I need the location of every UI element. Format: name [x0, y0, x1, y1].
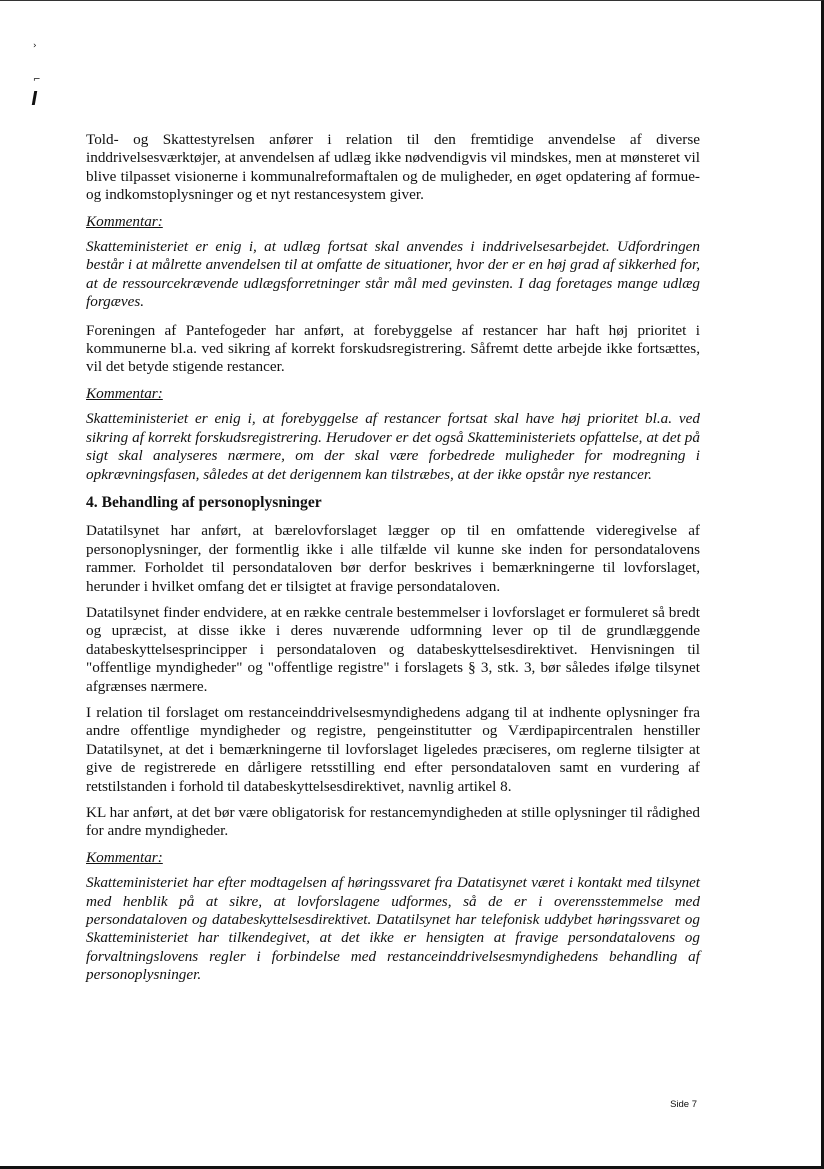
paragraph: Told- og Skattestyrelsen anfører i relation til den fremtidige anvendelse af diverse inddrivelsesværktøjer, at anvendelsen af udlæg ikke nødvendigvis vil mindskes, men at mønsteret vil blive tilpasset visionerne i kommunalreformaftalen og de muligheder, en øget opdatering af formue- og indkomstoplysninger og et nyt restancesystem giver. [86, 131, 700, 204]
comment-paragraph: Skatteministeriet er enig i, at udlæg fortsat skal anvendes i inddrivelsesarbejdet. Udfordringen består i at målrette anvendelsen til at omfatte de situationer, hvor der er en høj grad af sikkerhed for, at de ressourcekrævende udlægsforretninger står mål med gevinsten. I dag foretages mange udlæg forgæves. [86, 238, 700, 311]
paragraph: Datatilsynet finder endvidere, at en række centrale bestemmelser i lovforslaget er formuleret så bredt og upræcist, at disse ikke i deres nuværende udformning lever op til de grundlæggende databeskyttelsesprincipper i persondataloven og databeskyttelsesdirektivet. Henvisningen til "offentlige myndigheder" og "offentlige registre" i forslagets § 3, stk. 3, bør således ifølge tilsynet afgrænses nærmere. [86, 603, 700, 695]
document-body [86, 131, 700, 995]
section-heading: 4. Behandling af personoplysninger [86, 493, 322, 511]
scan-mark-middle: ⌐ [33, 75, 41, 85]
scan-mark-top: › [33, 41, 37, 51]
comment-label: Kommentar: [86, 848, 163, 866]
comment-label: Kommentar: [86, 212, 163, 230]
paragraph: I relation til forslaget om restanceinddrivelsesmyndighedens adgang til at indhente oplysninger fra andre offentlige myndigheder og registre, pengeinstitutter og Værdipapircentralen henstiller Datatilsynet, at det i bemærkningerne til lovforslaget ligeledes præciseres, om reglerne tilsigter at give de registrerede en dårligere retsstilling end efter persondataloven samt en vurdering af retstilstanden i forhold til databeskyttelsesdirektivet, navnlig artikel 8. [86, 703, 700, 795]
comment-paragraph: Skatteministeriet har efter modtagelsen af høringssvaret fra Datatisynet været i kontakt med tilsynet med henblik på at sikre, at lovforslagene udformes, så de er i overensstemmelse med persondataloven og databeskyttelsesdirektivet. Datatilsynet har telefonisk uddybet høringssvaret og Skatteministeriet har tilkendegivet, at det ikke er hensigten at fravige persondatalovens og forvaltningslovens regler i forbindelse med restanceinddrivelsesmyndighedens behandling af personoplysninger. [86, 874, 700, 984]
comment-label: Kommentar: [86, 384, 163, 402]
scan-mark-bar [32, 91, 37, 105]
page-number: Side 7 [670, 1099, 697, 1110]
comment-paragraph: Skatteministeriet er enig i, at forebyggelse af restancer fortsat skal have høj prioritet bl.a. ved sikring af korrekt forskudsregistrering. Herudover er det også Skatteministeriets opfattelse, at det på sigt skal analyseres nærmere, om der skal være forbedrede muligheder for modregning i opkrævningsfasen, således at det derigennem kan tilstræbes, at der ikke opstår nye restancer. [86, 410, 700, 483]
paragraph: Foreningen af Pantefogeder har anført, at forebyggelse af restancer har haft høj prioritet i kommunerne bl.a. ved sikring af korrekt forskudsregistrering. Såfremt dette arbejde ikke fortsættes, vil det betyde stigende restancer. [86, 321, 700, 376]
paragraph: KL har anført, at det bør være obligatorisk for restancemyndigheden at stille oplysninger til rådighed for andre myndigheder. [86, 804, 700, 840]
paragraph: Datatilsynet har anført, at bærelovforslaget lægger op til en omfattende videregivelse af personoplysninger, der formentlig ikke i alle tilfælde vil kunne ske inden for persondatalovens rammer. Forholdet til persondataloven bør derfor beskrives i bemærkningerne til lovforslaget, herunder i hvilket omfang det er tilsigtet at fravige persondataloven. [86, 522, 700, 595]
